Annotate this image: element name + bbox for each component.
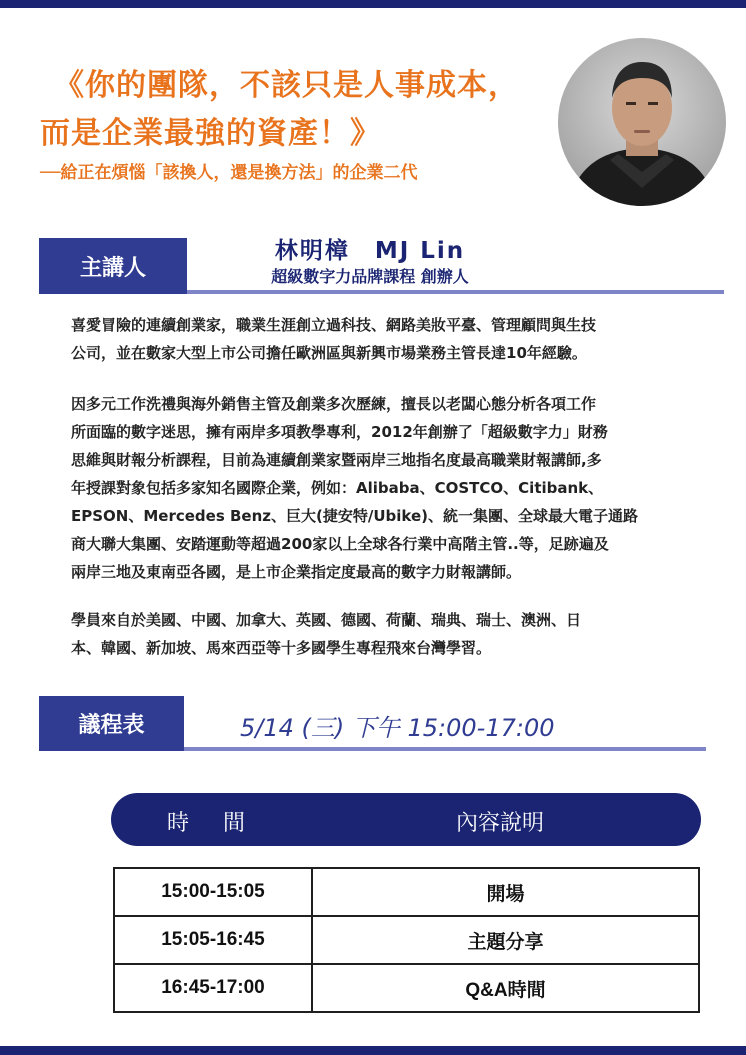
desc-cell: Q&A時間: [312, 964, 699, 1012]
bottom-border-bar: [0, 1046, 746, 1055]
bio-line: 公司，並在數家大型上市公司擔任歐洲區與新興市場業務主管長達10年經驗。: [71, 344, 587, 362]
time-cell: 16:45-17:00: [114, 964, 312, 1012]
schedule-header-pill: [111, 793, 701, 846]
desc-cell: 開場: [312, 868, 699, 916]
speaker-section-tag: 主講人: [39, 238, 187, 294]
bio-line: 喜愛冒險的連續創業家，職業生涯創立過科技、網路美妝平臺、管理顧問與生技: [71, 316, 597, 334]
time-cell: 15:05-16:45: [114, 916, 312, 964]
title-line-2: 而是企業最強的資產！》: [40, 116, 381, 151]
title-line-1: 《你的團隊，不該只是人事成本，: [54, 68, 519, 103]
bio-line: 年授課對象包括多家知名國際企業，例如：Alibaba、COSTCO、Citibank、: [71, 479, 604, 497]
bio-line: 學員來自於美國、中國、加拿大、英國、德國、荷蘭、瑞典、瑞士、澳洲、日: [71, 611, 582, 629]
bio-paragraph-1: [71, 311, 711, 367]
speaker-role: 超級數字力品牌課程 創辦人: [271, 267, 469, 286]
desc-cell: 主題分享: [312, 916, 699, 964]
bio-paragraph-2: [71, 390, 711, 586]
agenda-section-tag: 議程表: [39, 696, 184, 751]
top-border-bar: [0, 0, 746, 8]
bio-line: 思維與財報分析課程，目前為連續創業家暨兩岸三地指名度最高職業財報講師,多: [71, 451, 602, 469]
header-time-label: 時 間: [167, 811, 252, 836]
speaker-portrait: [558, 38, 726, 206]
time-cell: 15:00-15:05: [114, 868, 312, 916]
portrait-illustration: [558, 38, 726, 206]
bio-line: 本、韓國、新加坡、馬來西亞等十多國學生專程飛來台灣學習。: [71, 639, 492, 657]
speaker-section-rule: [187, 290, 724, 294]
bio-line: 兩岸三地及東南亞各國，是上市企業指定度最高的數字力財報講師。: [71, 563, 522, 581]
bio-line: 所面臨的數字迷思，擁有兩岸多項教學專利，2012年創辦了「超級數字力」財務: [71, 423, 608, 441]
bio-line: 因多元工作洗禮與海外銷售主管及創業多次歷練，擅長以老闆心態分析各項工作: [71, 395, 597, 413]
header-desc-label: 內容說明: [456, 811, 545, 836]
speaker-name: 林明樟 MJ Lin: [274, 238, 466, 264]
agenda-date: 5/14 (三) 下午 15:00-17:00: [240, 714, 555, 742]
table-row: [114, 868, 699, 916]
bio-paragraph-3: [71, 606, 711, 662]
table-row: [114, 964, 699, 1012]
table-row: [114, 916, 699, 964]
bio-line: EPSON、Mercedes Benz、巨大(捷安特/Ubike)、統一集團、全球最大電子通路: [71, 507, 638, 525]
bio-line: 商大聯大集團、安踏運動等超過200家以上全球各行業中高階主管..等，足跡遍及: [71, 535, 609, 553]
schedule-table: [113, 867, 700, 1013]
agenda-section-rule: [184, 747, 706, 751]
subtitle: ──給正在煩惱「該換人，還是換方法」的企業二代: [40, 163, 418, 183]
